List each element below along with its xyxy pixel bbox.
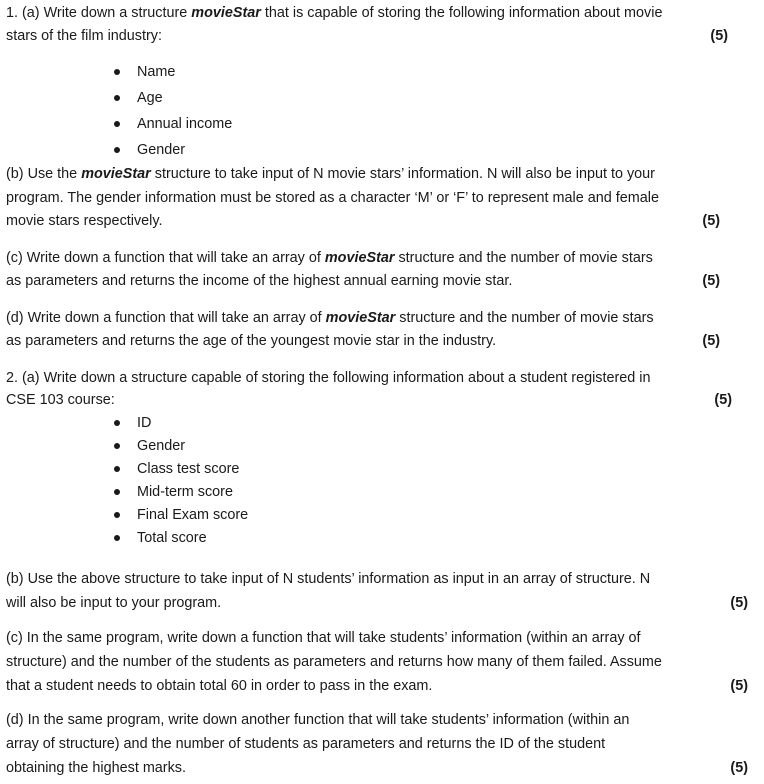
bullet-icon	[114, 535, 120, 541]
q2d-line2: array of structure) and the number of students as parameters and returns the ID of the student	[6, 736, 606, 752]
q1b-line3: movie stars respectively. (5)	[6, 213, 720, 229]
q2b-line1: (b) Use the above structure to take input of N students’ information as input in an array of structure. N	[6, 571, 651, 587]
bullet-icon	[114, 420, 120, 426]
bullet-icon	[114, 489, 120, 495]
q1c-marks: (5)	[702, 273, 720, 289]
list-item: Mid-term score	[137, 484, 233, 500]
q1d-marks: (5)	[702, 333, 720, 349]
q2c-line3: that a student needs to obtain total 60 in order to pass in the exam. (5)	[6, 678, 748, 694]
q1d-line1: (d) Write down a function that will take an array of movieStar structure and the number of movie stars	[6, 310, 654, 326]
list-item: Class test score	[137, 461, 240, 477]
list-item: Age	[137, 90, 163, 106]
bullet-icon	[114, 95, 120, 101]
q2c-line2: structure) and the number of the students as parameters and returns how many of them failed. Assume	[6, 654, 662, 670]
q1b-line2: program. The gender information must be stored as a character ‘M’ or ‘F’ to represent male and female	[6, 190, 659, 206]
q1a-line1: 1. (a) Write down a structure movieStar that is capable of storing the following information about movie	[6, 5, 663, 21]
q1a-line2: stars of the film industry: (5)	[6, 28, 728, 44]
list-item: Gender	[137, 142, 185, 158]
q2a-line2: CSE 103 course: (5)	[6, 392, 732, 408]
q2a-marks: (5)	[714, 392, 732, 408]
q2d-marks: (5)	[730, 760, 748, 776]
bullet-icon	[114, 69, 120, 75]
q2c-marks: (5)	[730, 678, 748, 694]
q1b-marks: (5)	[702, 213, 720, 229]
q2a-line1: 2. (a) Write down a structure capable of storing the following information about a student registered in	[6, 370, 651, 386]
q2c-line1: (c) In the same program, write down a function that will take students’ information (within an array of	[6, 630, 641, 646]
bullet-icon	[114, 121, 120, 127]
list-item: Name	[137, 64, 176, 80]
bullet-icon	[114, 443, 120, 449]
bullet-icon	[114, 512, 120, 518]
q1c-line2: as parameters and returns the income of the highest annual earning movie star. (5)	[6, 273, 720, 289]
bullet-icon	[114, 147, 120, 153]
list-item: Gender	[137, 438, 185, 454]
q1d-line2: as parameters and returns the age of the youngest movie star in the industry. (5)	[6, 333, 720, 349]
q1b-line1: (b) Use the movieStar structure to take input of N movie stars’ information. N will also be input to your	[6, 166, 655, 182]
q2d-line3: obtaining the highest marks. (5)	[6, 760, 748, 776]
list-item: Final Exam score	[137, 507, 249, 523]
list-item: ID	[137, 415, 152, 431]
struct-name: movieStar	[324, 250, 395, 266]
q1a-marks: (5)	[710, 28, 728, 44]
list-item: Annual income	[137, 116, 233, 132]
list-item: Total score	[137, 530, 207, 546]
q2b-marks: (5)	[730, 595, 748, 611]
q2d-line1: (d) In the same program, write down another function that will take students’ information (within an	[6, 712, 630, 728]
struct-name: movieStar	[325, 310, 396, 326]
struct-name: movieStar	[81, 166, 151, 182]
q1c-line1: (c) Write down a function that will take an array of movieStar structure and the number of movie stars	[6, 250, 653, 266]
struct-name: movieStar	[191, 5, 261, 21]
q2b-line2: will also be input to your program. (5)	[6, 595, 748, 611]
bullet-icon	[114, 466, 120, 472]
